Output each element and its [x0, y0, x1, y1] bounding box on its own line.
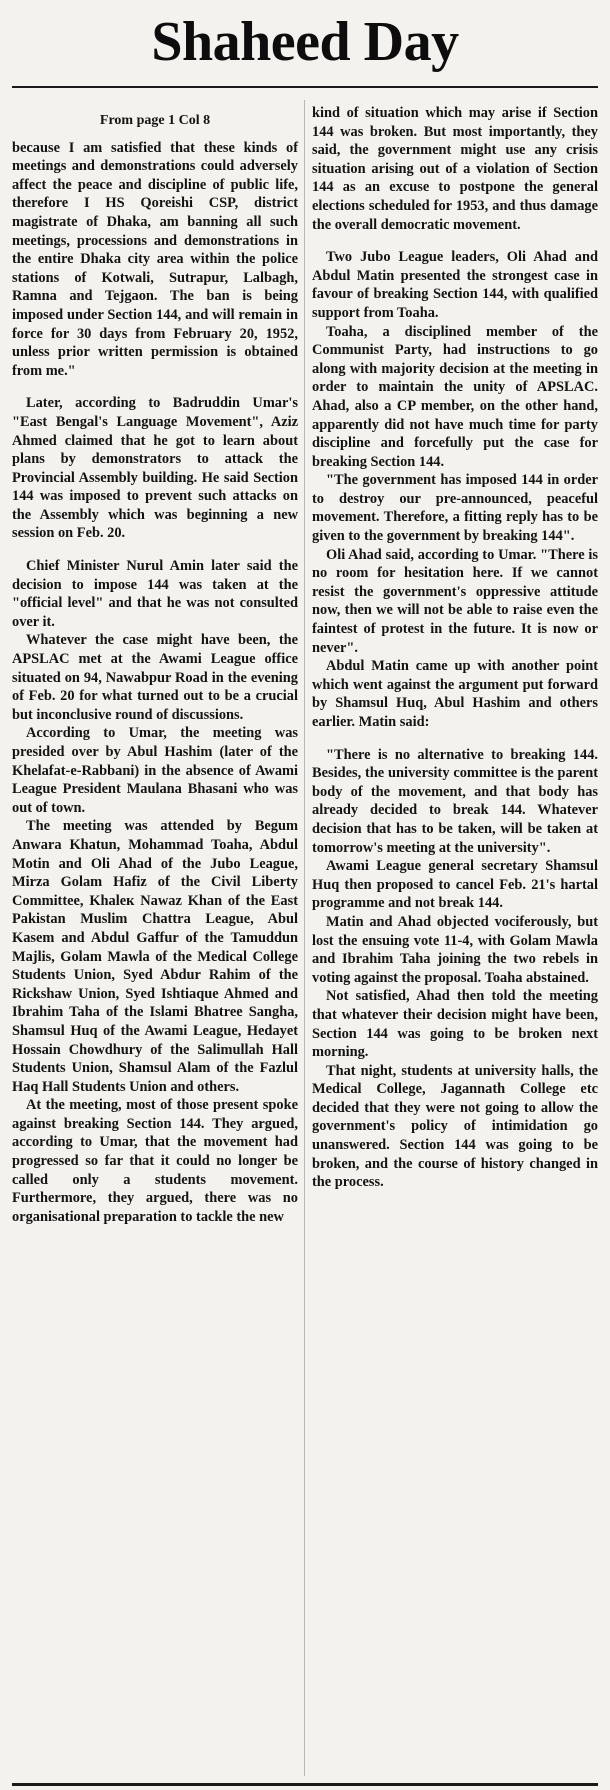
paragraph: Chief Minister Nurul Amin later said the decision to impose 144 was taken at the "official level" and that he was not consulted over it.	[12, 558, 298, 630]
paragraph: Oli Ahad said, according to Umar. "There is no room for hesitation here. If we cannot resist the government's oppressive attitude now, then we will not be able to raise even the faintest of protest in the future. It is now or never".	[312, 546, 598, 656]
continuation-kicker: From page 1 Col 8	[99, 113, 211, 128]
paragraph: kind of situation which may arise if Section 144 was broken. But most importantly, they said, the government might use any crisis situation arising out of a violation of Section 144 as an excuse to postpone the general elections scheduled for 1953, and thus damage the overall democratic movement.	[312, 105, 598, 233]
paragraph: That night, students at university halls, the Medical College, Jagannath College etc decided that they were not going to allow the government's policy of intimidation go unanswered. Section 144 was going to be broken, and the course of history changed in the process.	[312, 1062, 598, 1191]
paragraph: Two Jubo League leaders, Oli Ahad and Abdul Matin presented the strongest case in favour of breaking Section 144, with qualified support from Toaha.	[312, 249, 598, 321]
paragraph: Whatever the case might have been, the APSLAC met at the Awami League office situated on 94, Nawabpur Road in the evening of Feb. 20 for what turned out to be a crucial but inconclusive round of discussions.	[12, 632, 298, 723]
paragraph: "The government has imposed 144 in order to destroy our pre-announced, peaceful movement. Therefore, a fitting reply has to be given to the government by breaking 144".	[312, 472, 598, 545]
article-column-left	[12, 104, 298, 1226]
paragraph: because I am satisfied that these kinds of meetings and demonstrations could adversely affect the peace and discipline of public life, therefore I HS Qoreishi CSP, district magistrate of Dhaka, am banning all such meetings, processions and demonstrations in the entire Dhaka city area within the police stations of Kotwali, Sutrapur, Lalbagh, Ramna and Tejgaon. The ban is being imposed under Section 144, and will remain in force for 30 days from February 20, 1952, unless prior written permission is obtained from me."	[12, 139, 298, 379]
headline: Shaheed Day	[151, 11, 459, 73]
paragraph: Not satisfied, Ahad then told the meeting that whatever their decision might have been, Section 144 was going to be broken next morning.	[312, 988, 598, 1061]
paragraph: At the meeting, most of those present spoke against breaking Section 144. They argued, according to Umar, that the movement had progressed so far that it could no longer be called only a students movement. Furthermore, they argued, there was no organisational preparation to tackle the new	[12, 1097, 298, 1225]
paragraph: Toaha, a disciplined member of the Communist Party, had instructions to go along with majority decision at the meeting in order to maintain the unity of APSLAC. Ahad, also a CP member, on the other hand, apparently did not have much time for party discipline and forcefully put the case for breaking Section 144.	[312, 323, 598, 470]
top-rule	[12, 86, 598, 88]
paragraph: Later, according to Badruddin Umar's "East Bengal's Language Movement", Aziz Ahmed claimed that he got to learn about plans by demonstrators to attack the Provincial Assembly building. He said Section 144 was imposed to prevent such attacks on the Assembly which was beginning a new session on Feb. 20.	[12, 395, 298, 542]
masthead	[0, 0, 610, 96]
paragraph: According to Umar, the meeting was presided over by Abul Hashim (later of the Khelafat-e-Rabbani) in the absence of Awami League President Maulana Bhasani who was out of town.	[12, 725, 298, 816]
paragraph: Awami League general secretary Shamsul Huq then proposed to cancel Feb. 21's hartal programme and not break 144.	[312, 858, 598, 912]
column-divider	[304, 100, 305, 1776]
article-column-right	[312, 104, 598, 1192]
paragraph: The meeting was attended by Begum Anwara Khatun, Mohammad Toaha, Abdul Motin and Oli Ahad of the Jubo League, Mirza Golam Hafiz of the Civil Liberty Committee, Khaleк Nawaz Khan of the East Pakistan Muslim Chattra League, Abul Kasem and Abdul Gaffur of the Tamuddun Majlis, Golam Mawla of the Medical College Students Union, Syed Abdur Rahim of the Rickshaw Union, Syed Ishtiaque Ahmed and Ibrahim Taha of the Islami Bhatree Sangha, Shamsul Huq of the Awami League, Hedayet Hossain Chowdhury of the Salimullah Hall Students Union, Shamsul Alam of the Fazlul Haq Hall Students Union and others.	[12, 818, 298, 1095]
paragraph: Abdul Matin came up with another point which went against the argument put forward by Shamsul Huq, Abul Hashim and others earlier. Matin said:	[312, 658, 598, 730]
paragraph: Matin and Ahad objected vociferously, but lost the ensuing vote 11-4, with Golam Mawla and Ibrahim Taha joining the two rebels in voting against the proposal. Toaha abstained.	[312, 913, 598, 986]
paragraph: "There is no alternative to breaking 144. Besides, the university committee is the parent body of the movement, and that body has already decided to break 144. Whatever decision that has to be taken, will be taken at tomorrow's meeting at the university".	[312, 746, 598, 856]
bottom-rule	[12, 1783, 598, 1786]
